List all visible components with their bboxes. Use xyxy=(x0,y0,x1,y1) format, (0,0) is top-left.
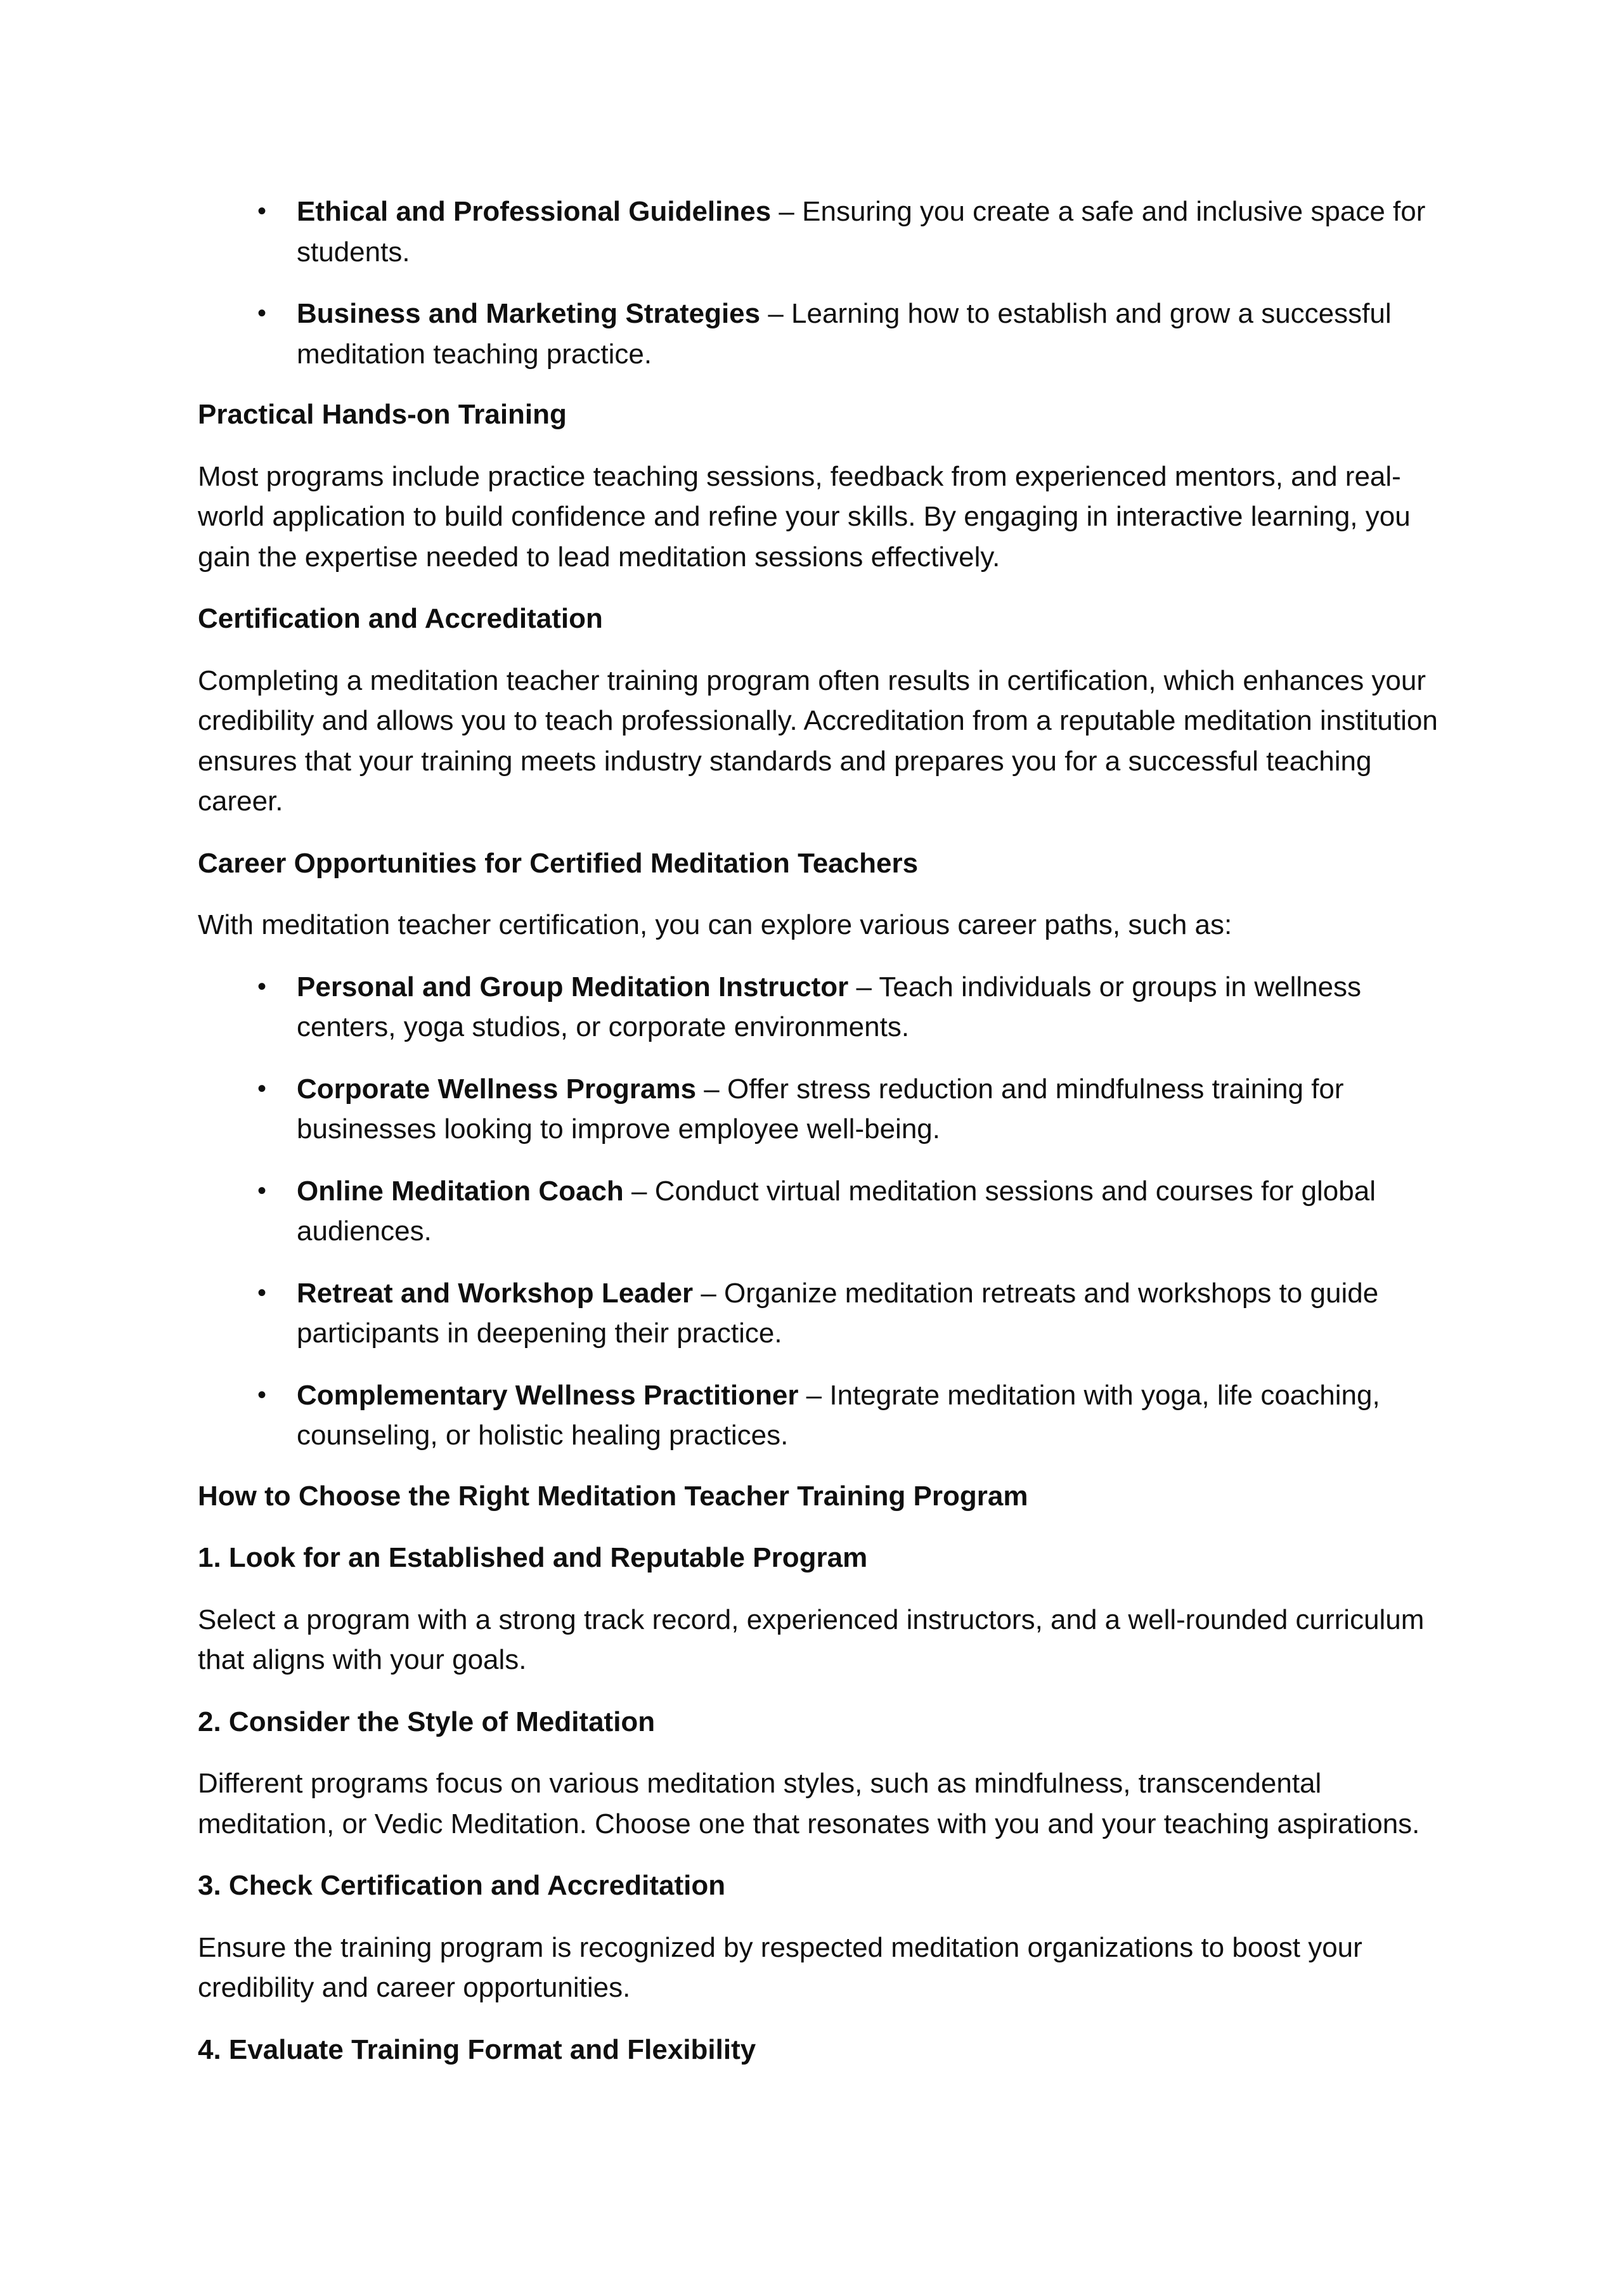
bullet-list-topics xyxy=(198,191,1440,374)
section-heading-practical: Practical Hands-on Training xyxy=(198,399,567,430)
list-item-title: Corporate Wellness Programs xyxy=(297,1073,697,1105)
bullet-icon: • xyxy=(257,1074,266,1103)
step-heading: 3. Check Certification and Accreditation xyxy=(198,1870,726,1901)
list-item-title: Personal and Group Meditation Instructor xyxy=(297,971,849,1002)
step-heading: 4. Evaluate Training Format and Flexibility xyxy=(198,2033,756,2065)
list-item-title: Ethical and Professional Guidelines xyxy=(297,196,772,227)
step-body: Ensure the training program is recognized by respected meditation organizations to boost your credibility and career opportunities. xyxy=(198,1931,1362,2003)
list-item xyxy=(198,1069,1440,1150)
bullet-icon: • xyxy=(257,1176,266,1205)
list-item-text: Organize meditation retreats and workshops to guide participants in deepening their practice. xyxy=(297,1277,1379,1349)
list-item-title: Retreat and Workshop Leader xyxy=(297,1277,694,1309)
bullet-icon: • xyxy=(257,299,266,327)
list-item-separator: – xyxy=(798,1379,830,1411)
list-item xyxy=(198,1375,1440,1456)
section-heading-career: Career Opportunities for Certified Meditation Teachers xyxy=(198,847,919,879)
bullet-icon: • xyxy=(257,197,266,225)
section-heading-certification: Certification and Accreditation xyxy=(198,603,603,634)
bullet-icon: • xyxy=(257,1278,266,1307)
section-heading-choose: How to Choose the Right Meditation Teacher Training Program xyxy=(198,1480,1028,1512)
list-item-text: Conduct virtual meditation sessions and courses for global audiences. xyxy=(297,1175,1376,1247)
list-item-text: Integrate meditation with yoga, life coaching, counseling, or holistic healing practices. xyxy=(297,1379,1380,1451)
list-item-separator: – xyxy=(693,1277,725,1309)
list-item-separator: – xyxy=(848,971,879,1002)
section-body-practical: Most programs include practice teaching sessions, feedback from experienced mentors, and real-world application to build confidence and refine your skills. By engaging in interactive learning, you gain the expertise needed to lead meditation sessions effectively. xyxy=(198,460,1411,573)
list-item xyxy=(198,191,1440,272)
list-item-title: Online Meditation Coach xyxy=(297,1175,624,1207)
list-item-text: Teach individuals or groups in wellness centers, yoga studios, or corporate environments. xyxy=(297,971,1362,1042)
list-item-separator: – xyxy=(760,298,792,329)
list-item-separator: – xyxy=(696,1073,727,1105)
list-item-separator: – xyxy=(771,196,803,227)
step-body: Select a program with a strong track record, experienced instructors, and a well-rounded curriculum that aligns with your goals. xyxy=(198,1604,1425,1675)
list-item-text: Ensuring you create a safe and inclusive space for students. xyxy=(297,196,1426,268)
list-item xyxy=(198,1171,1440,1252)
bullet-icon: • xyxy=(257,1380,266,1409)
document-content xyxy=(198,191,1440,2091)
section-body-certification: Completing a meditation teacher training program often results in certification, which enhances your credibility and allows you to teach professionally. Accreditation from a reputable meditation institution ensures that your training meets industry standards and prepares you for a successful teaching career. xyxy=(198,665,1438,817)
bullet-list-careers xyxy=(198,967,1440,1456)
step-body: Different programs focus on various meditation styles, such as mindfulness, transcendental meditation, or Vedic Meditation. Choose one that resonates with you and your teaching aspirations. xyxy=(198,1768,1420,1839)
list-item-text: Offer stress reduction and mindfulness training for businesses looking to improve employee well-being. xyxy=(297,1073,1344,1145)
section-intro-career: With meditation teacher certification, you can explore various career paths, such as: xyxy=(198,909,1232,940)
list-item-title: Complementary Wellness Practitioner xyxy=(297,1379,799,1411)
list-item xyxy=(198,1273,1440,1354)
list-item xyxy=(198,967,1440,1047)
step-heading: 1. Look for an Established and Reputable Program xyxy=(198,1542,868,1573)
list-item-title: Business and Marketing Strategies xyxy=(297,298,761,329)
list-item xyxy=(198,294,1440,374)
bullet-icon: • xyxy=(257,972,266,1001)
list-item-separator: – xyxy=(623,1175,655,1207)
list-item-text: Learning how to establish and grow a successful meditation teaching practice. xyxy=(297,298,1392,370)
step-heading: 2. Consider the Style of Meditation xyxy=(198,1706,656,1737)
